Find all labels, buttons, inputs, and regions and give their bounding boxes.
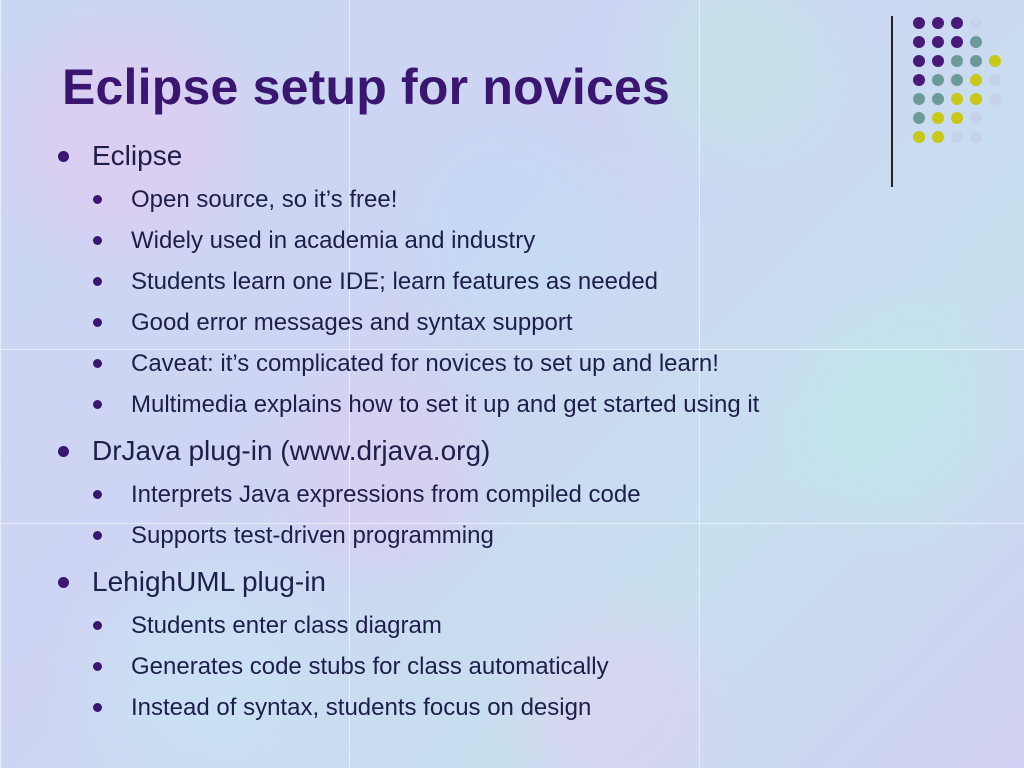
sub-bullet-dot-icon (93, 490, 102, 499)
decor-dot (951, 36, 963, 48)
decor-dot (932, 131, 944, 143)
decor-dot (951, 112, 963, 124)
sub-bullet-text: Students enter class diagram (131, 612, 442, 639)
decor-dot (913, 17, 925, 29)
sub-bullet-text: Multimedia explains how to set it up and get started using it (131, 391, 760, 418)
sub-bullet-text: Students learn one IDE; learn features as needed (131, 268, 659, 295)
decor-dot (989, 55, 1001, 67)
decor-dot (970, 93, 982, 105)
bullet-text: Eclipse (92, 140, 183, 171)
slide-title: Eclipse setup for novices (62, 59, 670, 115)
sub-bullet-text: Good error messages and syntax support (131, 309, 573, 336)
sub-bullet-dot-icon (93, 621, 102, 630)
sub-bullet-text: Generates code stubs for class automatically (131, 653, 609, 680)
decor-dot (913, 55, 925, 67)
sub-bullet-text: Instead of syntax, students focus on design (131, 694, 592, 721)
bullet-dot-icon (58, 151, 69, 162)
sub-bullet-dot-icon (93, 359, 102, 368)
bullet-text: DrJava plug-in (www.drjava.org) (92, 435, 491, 466)
sub-bullet-dot-icon (93, 531, 102, 540)
decor-dot (970, 74, 982, 86)
sub-bullet-dot-icon (93, 195, 102, 204)
decor-dot (932, 112, 944, 124)
sub-bullet-dot-icon (93, 236, 102, 245)
sub-bullet-dot-icon (93, 400, 102, 409)
bullet-dot-icon (58, 577, 69, 588)
decor-dot (970, 55, 982, 67)
decor-dot (989, 93, 1001, 105)
bullet-text: LehighUML plug-in (92, 566, 326, 597)
decor-dot (970, 131, 982, 143)
decor-dot (932, 17, 944, 29)
sub-bullet-text: Supports test-driven programming (131, 522, 494, 549)
bullet-dot-icon (58, 446, 69, 457)
sub-bullet-dot-icon (93, 318, 102, 327)
sub-bullet-text: Widely used in academia and industry (131, 227, 536, 254)
decor-dot (932, 36, 944, 48)
sub-bullet-text: Interprets Java expressions from compiled code (131, 481, 641, 508)
sub-bullet-dot-icon (93, 277, 102, 286)
decor-dot (913, 74, 925, 86)
decor-dot (951, 17, 963, 29)
decor-dot (913, 131, 925, 143)
sub-bullet-text: Open source, so it’s free! (131, 186, 398, 213)
decor-dot (932, 55, 944, 67)
sub-bullet-dot-icon (93, 703, 102, 712)
decor-dot (913, 93, 925, 105)
decor-dot (951, 131, 963, 143)
decor-dot (951, 93, 963, 105)
decor-dot (989, 74, 1001, 86)
decor-dot (970, 36, 982, 48)
decor-dot (913, 112, 925, 124)
decor-dot (913, 36, 925, 48)
sub-bullet-dot-icon (93, 662, 102, 671)
decor-dot (951, 74, 963, 86)
decor-dot (970, 17, 982, 29)
sub-bullet-text: Caveat: it’s complicated for novices to set up and learn! (131, 350, 719, 377)
decor-dot (951, 55, 963, 67)
decor-dot (970, 112, 982, 124)
decor-dot (932, 74, 944, 86)
decor-dot (932, 93, 944, 105)
